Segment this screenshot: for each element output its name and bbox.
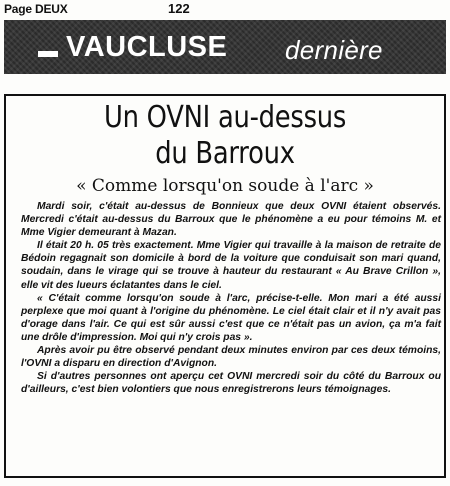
paragraph: Après avoir pu être observé pendant deux minutes environ par ces deux témoins, l'OVNI a disparu en direction d'Avignon. bbox=[21, 345, 441, 370]
paragraph: Il était 20 h. 05 très exactement. Mme Vigier qui travaille à la maison de retraite de Bédoin regagnait son domicile à bord de la voiture que conduisait son mari quand, soudain, dans le virage qui se trouve à hauteur du restaurant « Au Brave Crillon », elle vit des lueurs éclatantes dans le ciel. bbox=[21, 240, 441, 291]
paragraph: Mardi soir, c'était au-dessus de Bonnieux que deux OVNI étaient observés. Mercredi c'était au-dessus du Barroux que le phénomène a eu pour témoins M. et Mme Vigier demeurant à Mazan. bbox=[21, 201, 441, 239]
article-body bbox=[21, 200, 441, 396]
banner-title: VAUCLUSE bbox=[66, 31, 228, 63]
paragraph: « C'était comme lorsqu'on soude à l'arc, précise-t-elle. Mon mari a été aussi perplexe que moi quant à l'origine du phénomène. Le ciel était clair et il n'y avait pas d'orage dans l'air. Ce qui est sûr aussi c'est que ce n'était pas un avion, ça m'a fait une drôle d'impression. Moi qui n'y crois pas ». bbox=[21, 292, 441, 343]
page-label: Page DEUX bbox=[4, 2, 68, 16]
banner-dash bbox=[38, 51, 58, 57]
subheadline: « Comme lorsqu'on soude à l'arc » bbox=[76, 176, 374, 196]
paragraph: Si d'autres personnes ont aperçu cet OVNI mercredi soir du côté du Barroux ou d'ailleurs, c'est bien volontiers que nous enregistrerons leurs témoignages. bbox=[21, 371, 441, 396]
headline-line-1: Un OVNI au-dessus bbox=[103, 100, 347, 135]
headline bbox=[37, 100, 414, 172]
page-number: 122 bbox=[168, 1, 190, 16]
section-banner bbox=[4, 20, 446, 74]
banner-subtitle: dernière bbox=[285, 35, 383, 65]
article-box bbox=[4, 94, 446, 478]
headline-line-2: du Barroux bbox=[155, 136, 295, 171]
